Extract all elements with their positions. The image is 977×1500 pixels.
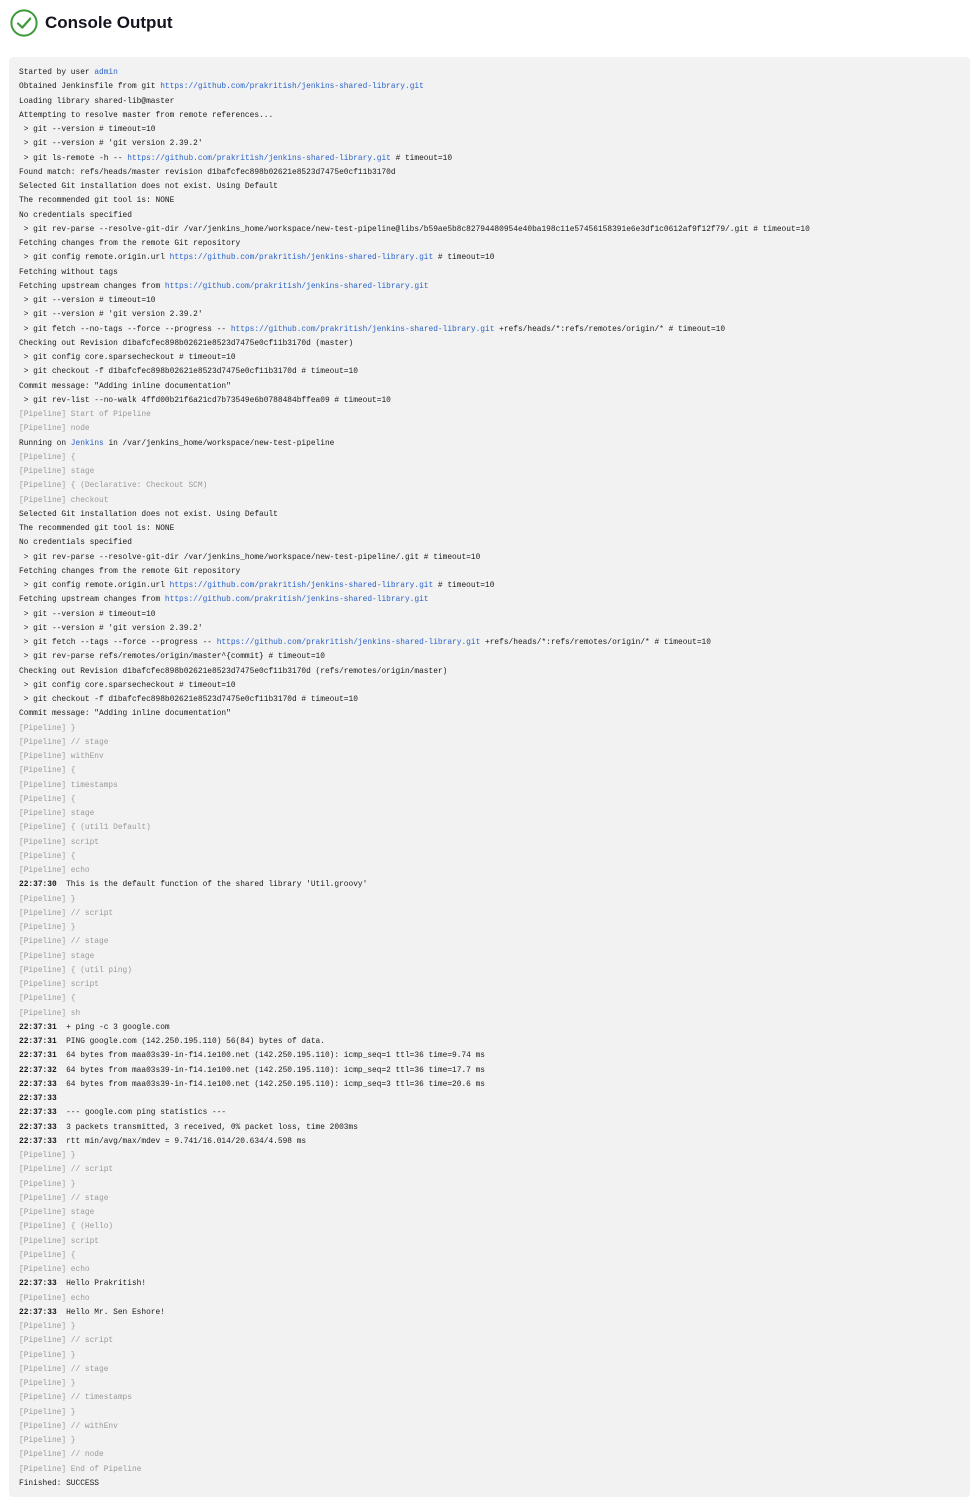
console-text: Fetching changes from the remote Git repository — [19, 239, 241, 248]
console-text: Loading library shared-lib@master — [19, 96, 175, 106]
console-text: > git fetch --no-tags --force --progress -- — [19, 324, 231, 334]
console-text: [Pipeline] stage — [19, 467, 95, 476]
console-text: [Pipeline] Start of Pipeline — [19, 410, 151, 419]
console-text: > git config core.sparsecheckout # timeout=10 — [19, 353, 236, 362]
console-pipeline-line — [19, 1220, 970, 1234]
console-text: [Pipeline] script — [19, 1236, 100, 1246]
console-pipeline-line — [19, 1149, 970, 1163]
console-text: > git rev-list --no-walk 4ffd00b21f6a21cd7b73549e6b0788484bffea09 # timeout=10 — [19, 395, 391, 405]
console-line — [19, 707, 970, 721]
console-line — [19, 152, 970, 166]
console-line — [19, 66, 970, 80]
console-text: > git checkout -f d1bafcfec898b02621e8523d7475e0cf11b3170d # timeout=10 — [19, 695, 358, 704]
console-line — [19, 323, 970, 337]
console-text: [Pipeline] // stage — [19, 1193, 109, 1203]
console-pipeline-line — [19, 408, 970, 422]
console-line — [19, 266, 970, 280]
console-text: No credentials specified — [19, 210, 132, 220]
console-line — [19, 166, 970, 180]
console-line — [19, 679, 970, 693]
console-pipeline-line — [19, 836, 970, 850]
console-pipeline-line — [19, 978, 970, 992]
console-line — [19, 693, 970, 707]
console-text: [Pipeline] { — [19, 766, 76, 776]
console-text: > git checkout -f d1bafcfec898b02621e8523d7475e0cf11b3170d # timeout=10 — [19, 367, 358, 377]
console-text: [Pipeline] } — [19, 1407, 76, 1417]
console-text: [Pipeline] sh — [19, 1008, 81, 1018]
console-pipeline-line — [19, 1206, 970, 1220]
console-text: [Pipeline] { (Declarative: Checkout SCM) — [19, 481, 208, 491]
console-pipeline-line — [19, 1292, 970, 1306]
console-text: [Pipeline] // stage — [19, 737, 109, 747]
console-line — [19, 123, 970, 137]
console-text: [Pipeline] } — [19, 1179, 76, 1189]
console-text: Started by user — [19, 68, 95, 77]
console-line — [19, 608, 970, 622]
console-text: in /var/jenkins_home/workspace/new-test-pipeline — [103, 438, 335, 448]
console-text: Fetching upstream changes from — [19, 281, 165, 291]
console-line — [19, 878, 970, 892]
console-text: Commit message: "Adding inline documentation" — [19, 381, 231, 391]
console-text: 3 packets transmitted, 3 received, 0% packet loss, time 2003ms — [56, 1122, 358, 1132]
console-text: [Pipeline] { (util ping) — [19, 965, 132, 975]
console-pipeline-line — [19, 1349, 970, 1363]
console-timestamp: 22:37:33 — [19, 1122, 57, 1132]
console-text: > git ls-remote -h -- — [19, 153, 128, 163]
console-line — [19, 394, 970, 408]
console-line — [19, 223, 970, 237]
console-line — [19, 508, 970, 522]
console-line — [19, 209, 970, 223]
console-line — [19, 1477, 970, 1491]
console-text: Checking out Revision d1bafcfec898b02621e8523d7475e0cf11b3170d (refs/remotes/origin/master) — [19, 666, 448, 676]
console-timestamp: 22:37:33 — [19, 1136, 57, 1146]
console-text: [Pipeline] } — [19, 1436, 76, 1445]
console-text: PING google.com (142.250.195.110) 56(84) bytes of data. — [56, 1037, 325, 1046]
console-line — [19, 308, 970, 322]
console-pipeline-line — [19, 992, 970, 1006]
console-pipeline-line — [19, 1007, 970, 1021]
console-text: [Pipeline] } — [19, 1379, 76, 1388]
console-text: > git config remote.origin.url — [19, 581, 170, 590]
console-line — [19, 137, 970, 151]
console-text: [Pipeline] echo — [19, 1293, 90, 1303]
console-text: # timeout=10 — [433, 253, 495, 263]
console-text: [Pipeline] timestamps — [19, 780, 118, 790]
console-pipeline-line — [19, 1235, 970, 1249]
console-text: 64 bytes from maa03s39-in-f14.1e100.net (142.250.195.110): icmp_seq=3 ttl=36 time=20.6 ms — [56, 1079, 485, 1089]
console-line — [19, 636, 970, 650]
console-pipeline-line — [19, 764, 970, 778]
console-line — [19, 1121, 970, 1135]
console-text: [Pipeline] withEnv — [19, 752, 104, 761]
console-line — [19, 1277, 970, 1291]
console-text: [Pipeline] End of Pipeline — [19, 1464, 142, 1474]
console-pipeline-line — [19, 1263, 970, 1277]
console-text: This is the default function of the shared library 'Util.groovy' — [56, 880, 368, 890]
console-text: [Pipeline] stage — [19, 951, 95, 961]
console-text: [Pipeline] echo — [19, 1265, 90, 1274]
console-text: [Pipeline] stage — [19, 1208, 95, 1217]
console-text: > git config core.sparsecheckout # timeout=10 — [19, 680, 236, 690]
console-link[interactable]: https://github.com/prakritish/jenkins-shared-library.git — [169, 253, 434, 263]
console-pipeline-line — [19, 1163, 970, 1177]
console-pipeline-line — [19, 750, 970, 764]
console-timestamp: 22:37:30 — [19, 880, 57, 890]
console-line — [19, 1049, 970, 1063]
console-link[interactable]: https://github.com/prakritish/jenkins-shared-library.git — [127, 153, 391, 163]
console-text: [Pipeline] } — [19, 894, 76, 904]
console-text: > git rev-parse refs/remotes/origin/master^{commit} # timeout=10 — [19, 652, 325, 662]
console-pipeline-line — [19, 950, 970, 964]
console-text: Selected Git installation does not exist. Using Default — [19, 182, 278, 191]
console-line — [19, 522, 970, 536]
console-text: > git fetch --tags --force --progress -- — [19, 638, 217, 647]
console-timestamp: 22:37:31 — [19, 1037, 57, 1046]
console-line — [19, 622, 970, 636]
console-pipeline-line — [19, 422, 970, 436]
console-text: [Pipeline] } — [19, 1322, 76, 1331]
console-line — [19, 1021, 970, 1035]
console-link[interactable]: https://github.com/prakritish/jenkins-shared-library.git — [160, 82, 424, 92]
console-pipeline-line — [19, 821, 970, 835]
console-text: [Pipeline] // timestamps — [19, 1393, 132, 1403]
console-pipeline-line — [19, 1406, 970, 1420]
page-header — [10, 9, 172, 37]
console-pipeline-line — [19, 479, 970, 493]
console-line — [19, 337, 970, 351]
console-line — [19, 351, 970, 365]
console-text: [Pipeline] // script — [19, 1165, 114, 1175]
console-text: [Pipeline] // node — [19, 1450, 104, 1460]
console-line — [19, 280, 970, 294]
console-text: > git --version # 'git version 2.39.2' — [19, 139, 203, 149]
console-text: [Pipeline] { — [19, 452, 76, 462]
console-pipeline-line — [19, 1448, 970, 1462]
console-text: Hello Mr. Sen Eshore! — [56, 1307, 165, 1317]
console-text: [Pipeline] } — [19, 1151, 76, 1160]
console-text: --- google.com ping statistics --- — [56, 1108, 227, 1118]
console-text: [Pipeline] } — [19, 1350, 76, 1360]
console-text: > git config remote.origin.url — [19, 253, 170, 263]
console-text: The recommended git tool is: NONE — [19, 524, 175, 533]
console-pipeline-line — [19, 1391, 970, 1405]
console-text: [Pipeline] { (Hello) — [19, 1222, 114, 1232]
console-text: 64 bytes from maa03s39-in-f14.1e100.net (142.250.195.110): icmp_seq=1 ttl=36 time=9.74 ms — [56, 1051, 485, 1061]
console-line — [19, 109, 970, 123]
console-text: [Pipeline] { — [19, 851, 76, 861]
console-text: rtt min/avg/max/mdev = 9.741/16.014/20.634/4.598 ms — [56, 1136, 307, 1146]
console-pipeline-line — [19, 807, 970, 821]
console-pipeline-line — [19, 864, 970, 878]
console-text: [Pipeline] stage — [19, 809, 95, 818]
console-text: 64 bytes from maa03s39-in-f14.1e100.net (142.250.195.110): icmp_seq=2 ttl=36 time=17.7 ms — [56, 1065, 485, 1075]
console-pipeline-line — [19, 1420, 970, 1434]
console-line — [19, 1306, 970, 1320]
console-text: Attempting to resolve master from remote references... — [19, 110, 274, 120]
console-text: [Pipeline] // stage — [19, 937, 109, 947]
console-text: Commit message: "Adding inline documentation" — [19, 709, 231, 719]
console-line — [19, 237, 970, 251]
console-pipeline-line — [19, 921, 970, 935]
console-text: [Pipeline] node — [19, 424, 90, 434]
console-text: > git rev-parse --resolve-git-dir /var/jenkins_home/workspace/new-test-pipeline@libs/b59ae5b8c82794480954e40ba198c11e57456158391e6e3df1c0612af9f12f79/.git # timeout=10 — [19, 224, 810, 234]
console-text: Found match: refs/heads/master revision d1bafcfec898b02621e8523d7475e0cf11b3170d — [19, 167, 396, 177]
console-pipeline-line — [19, 793, 970, 807]
check-circle-icon — [10, 9, 38, 37]
console-link[interactable]: https://github.com/prakritish/jenkins-shared-library.git — [169, 581, 434, 590]
console-text: > git --version # 'git version 2.39.2' — [19, 310, 203, 320]
console-line — [19, 1078, 970, 1092]
console-text: [Pipeline] script — [19, 980, 100, 989]
console-text: The recommended git tool is: NONE — [19, 196, 175, 206]
console-text: [Pipeline] { (util1 Default) — [19, 823, 151, 833]
console-pipeline-line — [19, 1192, 970, 1206]
page-title: Console Output — [45, 13, 173, 32]
console-line — [19, 551, 970, 565]
console-output — [9, 57, 970, 1497]
console-line — [19, 593, 970, 607]
console-pipeline-line — [19, 850, 970, 864]
console-pipeline-line — [19, 1178, 970, 1192]
console-link[interactable]: admin — [94, 68, 118, 77]
console-line — [19, 565, 970, 579]
console-line — [19, 650, 970, 664]
console-text: > git --version # timeout=10 — [19, 609, 156, 619]
console-pipeline-line — [19, 964, 970, 978]
console-text: Fetching without tags — [19, 267, 118, 277]
console-line — [19, 536, 970, 550]
console-pipeline-line — [19, 1249, 970, 1263]
console-line — [19, 579, 970, 593]
console-line — [19, 1135, 970, 1149]
console-pipeline-line — [19, 1434, 970, 1448]
console-text: No credentials specified — [19, 538, 132, 548]
console-text: [Pipeline] // script — [19, 908, 114, 918]
console-timestamp: 22:37:33 — [19, 1108, 57, 1118]
console-text: Fetching upstream changes from — [19, 595, 165, 605]
console-timestamp: 22:37:32 — [19, 1065, 57, 1075]
console-text: # timeout=10 — [433, 581, 495, 590]
console-pipeline-line — [19, 722, 970, 736]
console-text: [Pipeline] { — [19, 994, 76, 1004]
console-text: [Pipeline] { — [19, 1250, 76, 1260]
console-text: [Pipeline] echo — [19, 866, 90, 875]
console-text: Checking out Revision d1bafcfec898b02621e8523d7475e0cf11b3170d (master) — [19, 338, 354, 348]
console-timestamp: 22:37:31 — [19, 1022, 57, 1032]
console-line — [19, 194, 970, 208]
console-text: [Pipeline] } — [19, 923, 76, 932]
console-text: > git --version # timeout=10 — [19, 296, 156, 305]
console-pipeline-line — [19, 1334, 970, 1348]
console-line — [19, 180, 970, 194]
console-text: [Pipeline] // stage — [19, 1364, 109, 1374]
console-pipeline-line — [19, 1320, 970, 1334]
console-text: > git --version # timeout=10 — [19, 125, 156, 134]
console-text: [Pipeline] // script — [19, 1336, 114, 1346]
console-pipeline-line — [19, 907, 970, 921]
console-pipeline-line — [19, 451, 970, 465]
console-text: [Pipeline] { — [19, 794, 76, 804]
console-text: Hello Prakritish! — [56, 1279, 147, 1289]
console-text: [Pipeline] checkout — [19, 495, 109, 505]
console-text: +refs/heads/*:refs/remotes/origin/* # timeout=10 — [494, 324, 726, 334]
console-text: [Pipeline] script — [19, 837, 100, 847]
console-line — [19, 1106, 970, 1120]
console-pipeline-line — [19, 494, 970, 508]
console-link[interactable]: https://github.com/prakritish/jenkins-shared-library.git — [164, 281, 429, 291]
console-pipeline-line — [19, 1377, 970, 1391]
console-text: Running on — [19, 438, 71, 448]
console-link[interactable]: https://github.com/prakritish/jenkins-shared-library.git — [230, 324, 495, 334]
console-text: # timeout=10 — [390, 153, 453, 163]
console-line — [19, 294, 970, 308]
console-line — [19, 665, 970, 679]
console-text: Obtained Jenkinsfile from git — [19, 82, 161, 92]
console-pipeline-line — [19, 893, 970, 907]
console-timestamp: 22:37:31 — [19, 1051, 57, 1061]
console-line — [19, 251, 970, 265]
console-text: > git --version # 'git version 2.39.2' — [19, 623, 203, 633]
console-line — [19, 437, 970, 451]
console-timestamp: 22:37:33 — [19, 1307, 57, 1317]
console-timestamp: 22:37:33 — [19, 1094, 57, 1103]
console-text: [Pipeline] // withEnv — [19, 1421, 118, 1431]
console-text: Fetching changes from the remote Git repository — [19, 566, 241, 576]
console-pipeline-line — [19, 779, 970, 793]
console-line — [19, 1035, 970, 1049]
console-line — [19, 1064, 970, 1078]
console-text: Selected Git installation does not exist. Using Default — [19, 509, 278, 519]
console-pipeline-line — [19, 1363, 970, 1377]
console-text: > git rev-parse --resolve-git-dir /var/jenkins_home/workspace/new-test-pipeline/.git # timeout=10 — [19, 552, 481, 562]
console-pipeline-line — [19, 1463, 970, 1477]
console-pipeline-line — [19, 935, 970, 949]
console-line — [19, 380, 970, 394]
console-text: + ping -c 3 google.com — [56, 1022, 170, 1032]
console-link[interactable]: Jenkins — [70, 438, 104, 448]
console-pipeline-line — [19, 736, 970, 750]
console-timestamp: 22:37:33 — [19, 1279, 57, 1289]
console-text: +refs/heads/*:refs/remotes/origin/* # timeout=10 — [480, 638, 711, 647]
console-line — [19, 80, 970, 94]
console-line — [19, 95, 970, 109]
console-timestamp: 22:37:33 — [19, 1079, 57, 1089]
console-text: [Pipeline] } — [19, 723, 76, 733]
console-line — [19, 365, 970, 379]
console-text: Finished: SUCCESS — [19, 1478, 100, 1488]
console-link[interactable]: https://github.com/prakritish/jenkins-shared-library.git — [164, 595, 429, 605]
console-line — [19, 1092, 970, 1106]
console-link[interactable]: https://github.com/prakritish/jenkins-shared-library.git — [216, 638, 481, 647]
console-pipeline-line — [19, 465, 970, 479]
